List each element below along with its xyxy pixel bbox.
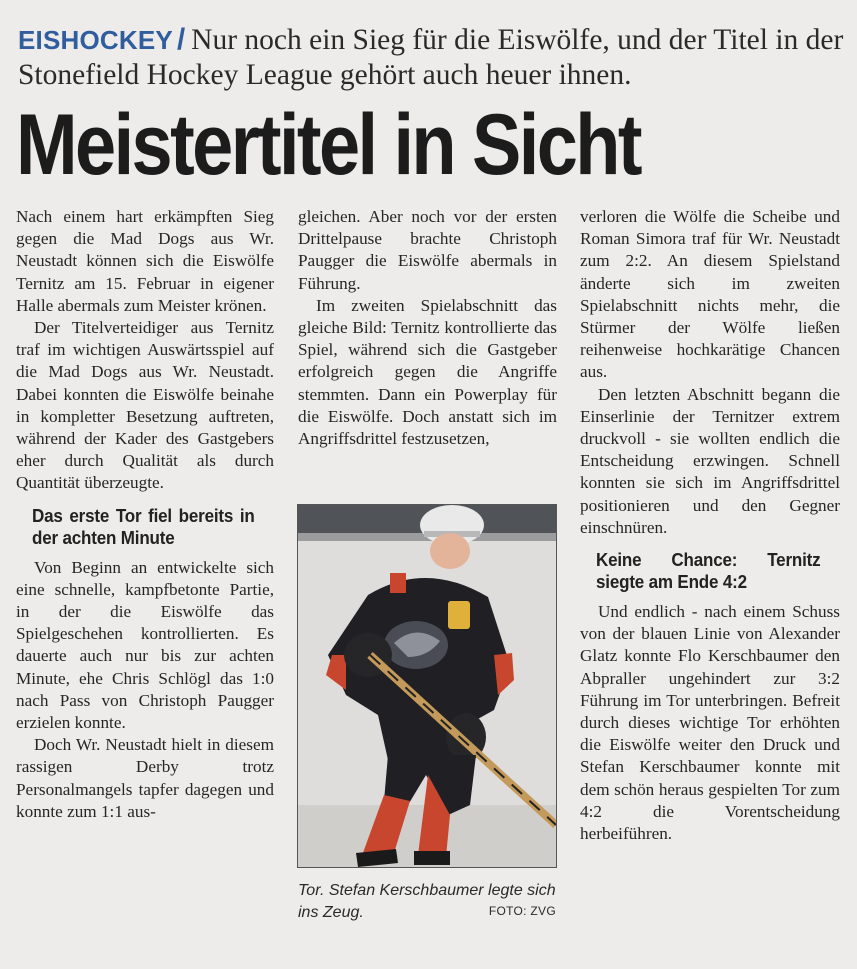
paragraph: gleichen. Aber noch vor der ersten Drittelpause brachte Christoph Paugger die Eiswölfe abermals in Führung. bbox=[298, 207, 557, 293]
kicker-text: Nur noch ein Sieg für die Eiswölfe, und der Titel in der Stonefield Hockey League gehört auch heuer ihnen. bbox=[18, 24, 844, 91]
subheading: Keine Chance: Ternitz siegte am Ende 4:2 bbox=[596, 549, 821, 593]
hockey-player-photo bbox=[297, 504, 557, 868]
photo-caption bbox=[298, 880, 556, 924]
kicker-separator: / bbox=[176, 23, 186, 56]
caption-text: Tor. Stefan Kerschbaumer legte sich ins Zeug. bbox=[298, 882, 556, 921]
article-column-2 bbox=[298, 206, 557, 450]
headline: Meistertitel in Sicht bbox=[16, 97, 640, 193]
paragraph: Von Beginn an entwickelte sich eine schnelle, kampfbetonte Partie, in der die Eiswölfe das Spielgeschehen kontrollierten. Es dauerte auch nur bis zur achten Minute, ehe Chris Schlögl das 1:0 nach Pass von Christoph Paugger erzielen konnte. bbox=[16, 557, 274, 733]
paragraph: Doch Wr. Neustadt hielt in diesem rassigen Derby trotz Personalmangels tapfer dagegen und konnte zum 1:1 aus- bbox=[16, 735, 274, 821]
paragraph: Nach einem hart erkämpften Sieg gegen die Mad Dogs aus Wr. Neustadt können sich die Eiswölfe Ternitz am 15. Februar in eigener Halle abermals zum Meister krönen. bbox=[16, 207, 274, 315]
paragraph: Im zweiten Spielabschnitt das gleiche Bild: Ternitz kontrollierte das Spiel, während sich die Gastgeber erfolgreich gegen die Angriffe stemmten. Dann ein Powerplay für die Eiswölfe. Doch anstatt sich im Angriffsdrittel festzusetzen, bbox=[298, 295, 557, 449]
section-tag: EISHOCKEY bbox=[18, 25, 173, 55]
paragraph: verloren die Wölfe die Scheibe und Roman Simora traf für Wr. Neustadt zum 2:2. An diesem Spielstand änderte sich im zweiten Spielabschnitt nichts mehr, die Stürmer der Wölfe ließen reihenweise hochkarätige Chancen aus. bbox=[580, 207, 840, 382]
photo-credit: FOTO: ZVG bbox=[488, 904, 556, 918]
subheading: Das erste Tor fiel bereits in der achten Minute bbox=[32, 504, 255, 548]
photo-illustration bbox=[298, 505, 556, 867]
paragraph: Der Titelverteidiger aus Ternitz traf im wichtigen Auswärtsspiel auf die Mad Dogs aus Wr. Neustadt. Dabei konnten die Eiswölfe beinahe in kompletter Besetzung auftreten, während der Kader des Gastgebers eher durch Qualität als durch Quantität überzeugte. bbox=[16, 318, 274, 493]
article-column-3 bbox=[580, 206, 840, 845]
kicker bbox=[18, 22, 848, 93]
paragraph: Den letzten Abschnitt begann die Einserlinie der Ternitzer extrem druckvoll - sie wollten endlich die Entscheidung erzwingen. Schnell konnten sie sich im Angriffsdrittel positionieren und den Gegner einschnüren. bbox=[580, 384, 840, 537]
article-column-1 bbox=[16, 206, 274, 823]
paragraph: Und endlich - nach einem Schuss von der blauen Linie von Alexander Glatz konnte Flo Kerschbaumer den Abpraller ungehindert zur 3:2 Führung im Tor unterbringen. Befreit durch dieses wichtige Tor erhöhten die Eiswölfe weiter den Druck und Stefan Kerschbaumer konnte mit dem schön heraus gespielten Tor zum 4:2 die Vorentscheidung herbeiführen. bbox=[580, 602, 840, 844]
